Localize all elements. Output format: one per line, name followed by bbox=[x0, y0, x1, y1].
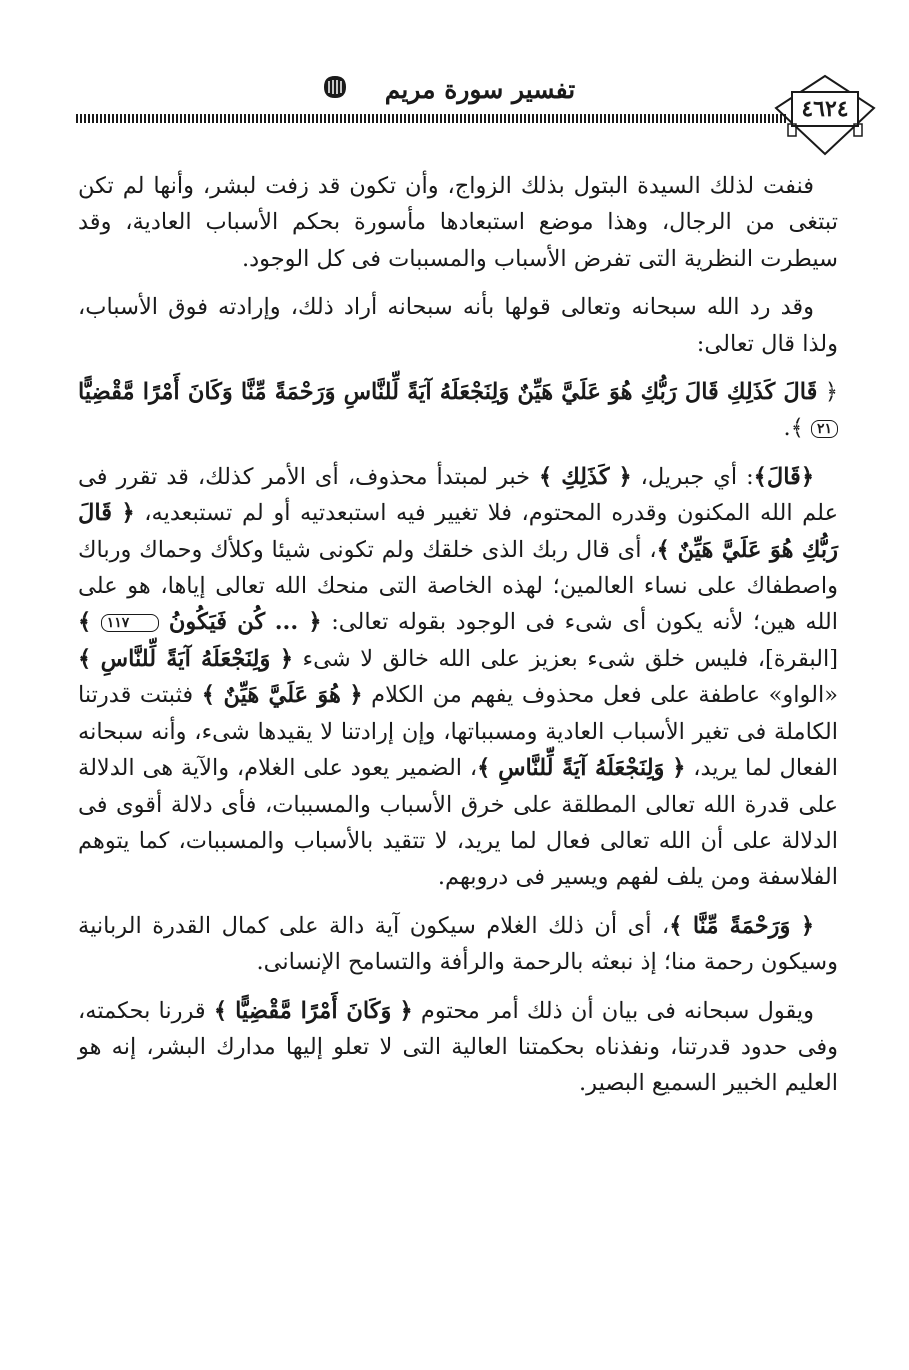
text-run: «الواو» عاطفة على فعل محذوف يفهم من الكلام bbox=[362, 682, 838, 709]
paragraph-3 bbox=[78, 459, 838, 896]
bracket: ﴿ bbox=[121, 500, 135, 527]
bracket: ﴾ bbox=[669, 912, 683, 939]
bracket: ﴿ bbox=[800, 912, 815, 939]
bracket: ﴾ bbox=[539, 463, 553, 490]
bracket: ﴾ bbox=[78, 609, 92, 636]
bracket: ﴾ bbox=[78, 645, 92, 672]
verse-text: قَالَ كَذَلِكِ قَالَ رَبُّكِ هُوَ عَلَيَّ هَيِّنٌ وَلِنَجْعَلَهُ آيَةً لِّلنَّاسِ وَرَحْمَةً مِّنَّا وَكَانَ أَمْرًا مَّقْضِيًّا bbox=[78, 379, 818, 406]
text-run: : أي جبريل، bbox=[631, 463, 754, 490]
text-run: خبر لمبتدأ محذوف، أى الأمر كذلك، قد تقرر فى علم الله المكنون وقدره المحتوم، فلا تغيير فيه استبعدتيه أو لم تستبعديه، bbox=[78, 463, 838, 527]
verse-number: ٢١ bbox=[811, 420, 838, 438]
paragraph-5 bbox=[78, 993, 838, 1102]
page-number: ٤٦٢٤ bbox=[801, 96, 849, 122]
quran-verse bbox=[78, 374, 838, 447]
quran-quote: وَكَانَ أَمْرًا مَّقْضِيًّا bbox=[235, 997, 392, 1024]
bracket: ﴿ bbox=[399, 997, 413, 1024]
quran-quote: وَلِنَجْعَلَهُ آيَةً لِّلنَّاسِ bbox=[100, 645, 271, 672]
bracket: ﴿ ... bbox=[274, 609, 322, 636]
paragraph-4 bbox=[78, 908, 838, 981]
quran-quote: قَالَ رَبُّكِ هُوَ عَلَيَّ هَيِّنٌ bbox=[78, 500, 838, 563]
bracket: ﴾ bbox=[656, 536, 670, 563]
header-rule bbox=[76, 114, 786, 123]
text-run: ، الضمير يعود على الغلام، والآية هى الدلالة على قدرة الله تعالى المطلقة على خرق الأسباب والمسببات، فأى دلالة أقوى فى الدلالة على أن الله تعالى فعال لما يريد، لا تتقيد بالأسباب والمسببات، كما يتوهم الفلاسفة ومن يلف لفهم ويسير فى دروبهم. bbox=[78, 755, 838, 891]
quran-quote: وَلِنَجْعَلَهُ آيَةً لِّلنَّاسِ bbox=[498, 755, 665, 782]
paragraph-2: وقد رد الله سبحانه وتعالى قولها بأنه سبحانه أراد ذلك، وإرادته فوق الأسباب، ولذا قال تعالى: bbox=[78, 294, 838, 357]
text-run: [البقرة]، فليس خلق شىء بعزيز على الله خالق لا شىء bbox=[293, 645, 838, 672]
text-run: فثبتت قدرتنا الكاملة فى تغير الأسباب العادية ومسبباتها، وإن إرادتنا لا يقيدها شىء، وأنه سبحانه الفعال لما يريد، bbox=[78, 682, 839, 782]
bracket: ﴿ bbox=[672, 755, 686, 782]
page-header bbox=[0, 0, 909, 170]
bracket: ﴿ bbox=[349, 682, 363, 709]
bracket: ﴾ bbox=[201, 682, 215, 709]
quran-quote: قَالَ bbox=[766, 463, 801, 490]
bracket: ﴾ bbox=[213, 997, 227, 1024]
text-run: قررنا بحكمته، وفى حدود قدرتنا، ونفذناه بحكمتنا العالية التى لا تعلو إليها مدارك البشر، إنه هو العليم الخبير السميع البصير. bbox=[78, 997, 838, 1097]
page-body bbox=[78, 168, 838, 1328]
ornate-bracket-close: ﴾. bbox=[783, 415, 804, 442]
running-title: تفسير سورة مريم bbox=[384, 75, 576, 104]
bracket: ﴾ bbox=[753, 463, 767, 490]
bracket: ﴿ bbox=[279, 645, 294, 672]
verse-number: ١١٧ bbox=[101, 614, 160, 632]
bracket: ﴿ bbox=[800, 463, 814, 490]
quran-quote: كُن فَيَكُونُ bbox=[168, 609, 266, 636]
text-run: ، أى أن ذلك الغلام سيكون آية دالة على كمال القدرة الربانية وسيكون رحمة منا؛ إذ نبعثه بالرحمة والرأفة والتسامح الإنسانى. bbox=[78, 912, 838, 976]
paragraph-1: فنفت لذلك السيدة البتول بذلك الزواج، وأن تكون قد زفت لبشر، وأنها لم تكن تبتغى من الرجال، وهذا موضع استبعادها مأسورة بحكم الأسباب العادية، وقد سيطرت النظرية التى تفرض الأسباب والمسببات فى كل الوجود. bbox=[78, 173, 838, 272]
bracket: ﴿ bbox=[618, 463, 632, 490]
quran-quote: كَذَلِكِ bbox=[561, 463, 610, 490]
text-run: ويقول سبحانه فى بيان أن ذلك أمر محتوم bbox=[412, 997, 815, 1024]
ornate-bracket-open: ﴿ bbox=[824, 379, 838, 406]
bracket: ﴾ bbox=[477, 755, 491, 782]
quran-quote: وَرَحْمَةً مِّنَّا bbox=[692, 912, 791, 939]
quran-quote: هُوَ عَلَيَّ هَيِّنٌ bbox=[223, 682, 341, 709]
ornament-icon bbox=[320, 72, 350, 102]
text-run: ، أى قال ربك الذى خلقك ولم تكونى شيئا وكلأك وحماك ورباك واصطفاك على نساء العالمين؛ لهذه الخاصة التى منحك الله تعالى إياها، هو على الله هين؛ لأنه يكون أى شىء فى الوجود بقوله تعالى: bbox=[78, 536, 839, 636]
